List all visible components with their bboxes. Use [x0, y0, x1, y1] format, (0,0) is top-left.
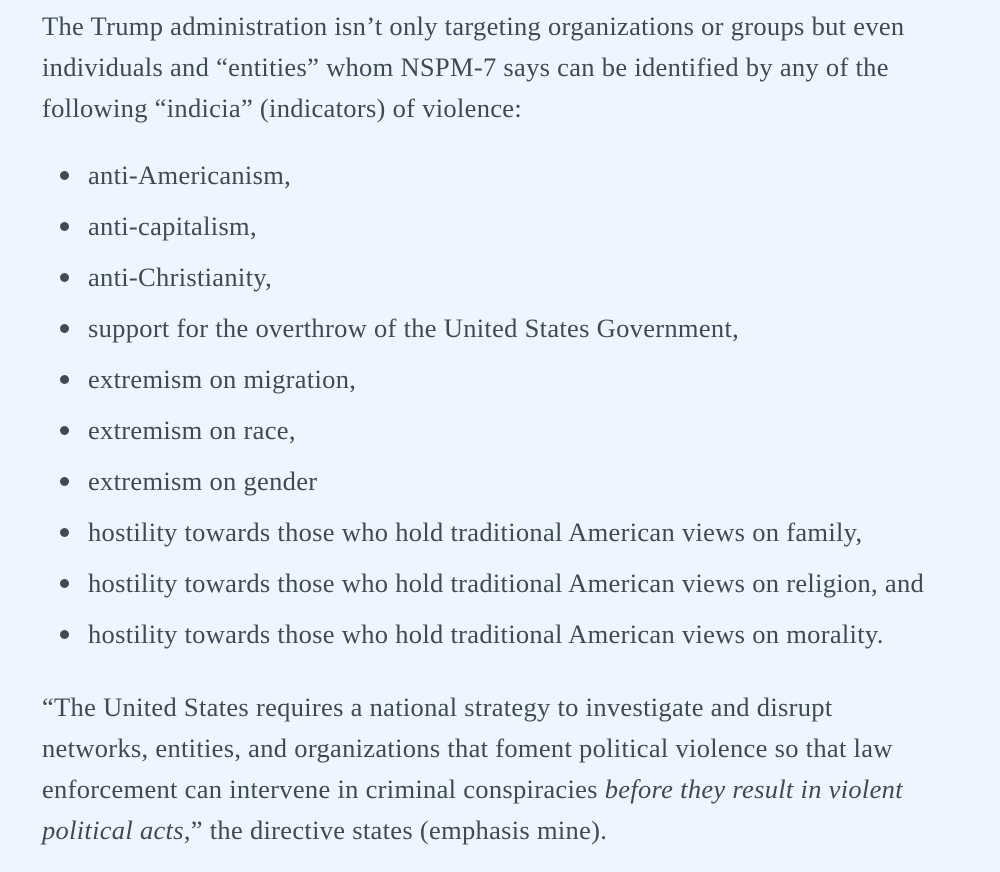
list-item	[42, 563, 940, 614]
bullet-icon	[60, 630, 69, 639]
quote-tail: ,” the directive states (emphasis mine).	[183, 815, 608, 845]
quote-emphasis: before they result in violent political acts	[42, 774, 903, 845]
quote-lead: “The United States requires a national strategy to investigate and disrupt networks, entities, and organizations that foment political violence so that law enforcement can intervene in criminal conspiracies	[42, 692, 893, 804]
list-item-text: extremism on migration,	[88, 364, 357, 394]
bullet-icon	[60, 528, 69, 537]
list-item	[42, 308, 940, 359]
bullet-icon	[60, 222, 69, 231]
list-item-text: hostility towards those who hold traditional American views on family,	[88, 517, 863, 547]
bullet-icon	[60, 375, 69, 384]
list-item-text: support for the overthrow of the United States Government,	[88, 313, 740, 343]
list-item	[42, 512, 940, 563]
quote-paragraph	[42, 687, 940, 851]
list-item-text: hostility towards those who hold traditional American views on morality.	[88, 619, 884, 649]
list-item	[42, 410, 940, 461]
list-item	[42, 359, 940, 410]
list-item	[42, 614, 940, 665]
bullet-icon	[60, 273, 69, 282]
list-item	[42, 206, 940, 257]
bullet-icon	[60, 324, 69, 333]
bullet-icon	[60, 579, 69, 588]
list-item-text: extremism on race,	[88, 415, 296, 445]
list-item	[42, 461, 940, 512]
list-item-text: extremism on gender	[88, 466, 318, 496]
list-item-text: anti-Americanism,	[88, 160, 292, 190]
list-item-text: anti-Christianity,	[88, 262, 273, 292]
bullet-icon	[60, 477, 69, 486]
list-item-text: anti-capitalism,	[88, 211, 257, 241]
bullet-icon	[60, 426, 69, 435]
list-item	[42, 155, 940, 206]
intro-paragraph: The Trump administration isn’t only targeting organizations or groups but even individuals and “entities” whom NSPM-7 says can be identified by any of the following “indicia” (indicators) of violence:	[42, 11, 905, 123]
bullet-icon	[60, 171, 69, 180]
indicia-list	[42, 155, 940, 665]
list-item-text: hostility towards those who hold traditional American views on religion, and	[88, 568, 925, 598]
list-item	[42, 257, 940, 308]
